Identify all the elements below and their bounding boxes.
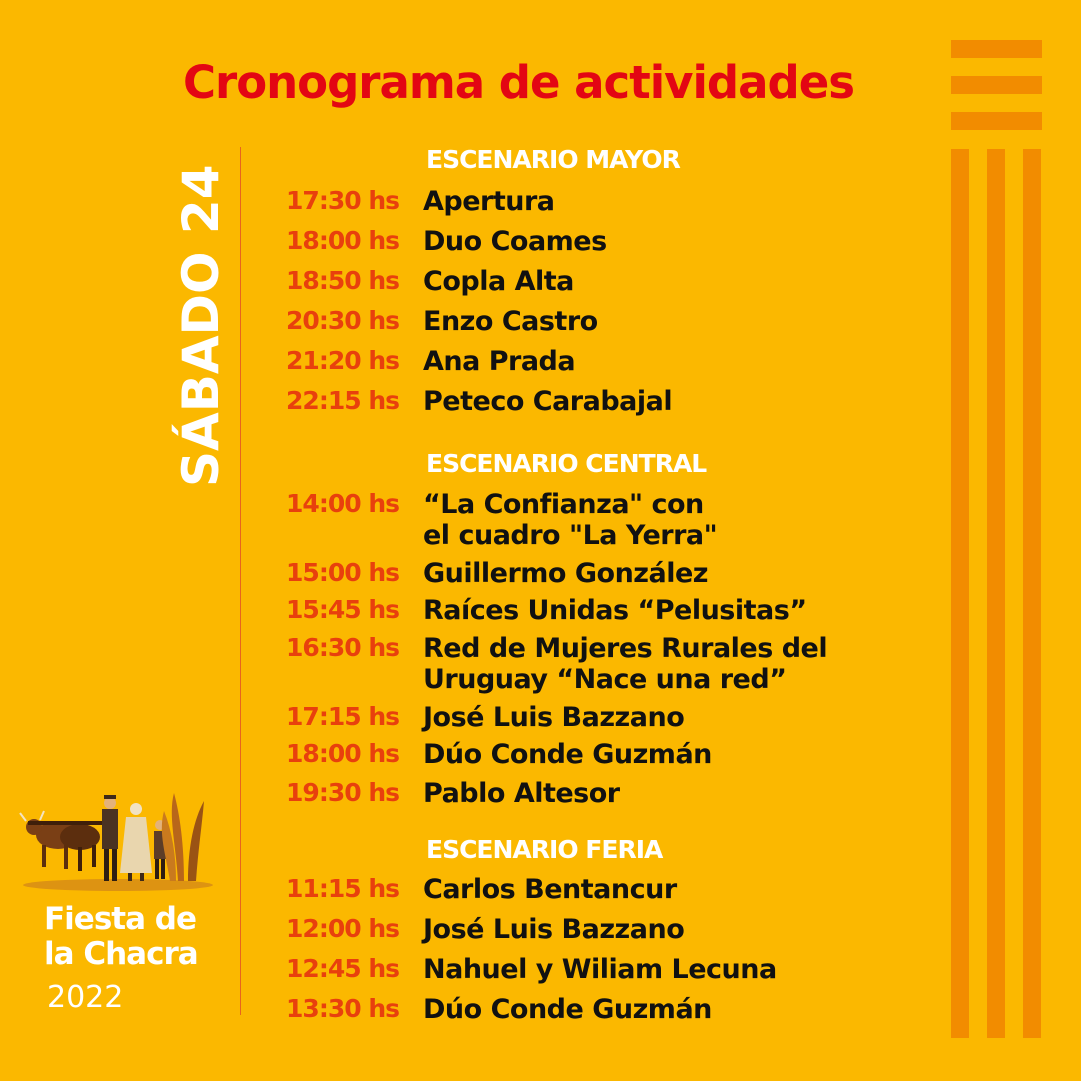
schedule-act: Guillermo González (423, 558, 709, 589)
schedule-act: Peteco Carabajal (423, 386, 673, 417)
schedule-act: José Luis Bazzano (423, 702, 685, 733)
schedule-time: 11:15 hs (286, 874, 399, 903)
schedule-time: 20:30 hs (286, 306, 399, 335)
schedule-time: 18:50 hs (286, 266, 399, 295)
schedule-time: 15:00 hs (286, 558, 399, 587)
schedule-time: 17:15 hs (286, 702, 399, 731)
deco-stripe-horizontal (951, 76, 1042, 94)
deco-stripe-vertical (1023, 149, 1041, 1038)
deco-stripe-horizontal (951, 112, 1042, 130)
stage-heading: ESCENARIO CENTRAL (426, 449, 707, 478)
schedule-time: 17:30 hs (286, 186, 399, 215)
schedule-act: Ana Prada (423, 346, 576, 377)
brand-year: 2022 (47, 980, 124, 1015)
schedule-act: José Luis Bazzano (423, 914, 685, 945)
farm-family-illustration (18, 785, 218, 895)
stage-heading: ESCENARIO FERIA (426, 835, 663, 864)
stage-heading: ESCENARIO MAYOR (426, 145, 680, 174)
schedule-time: 12:45 hs (286, 954, 399, 983)
schedule-time: 12:00 hs (286, 914, 399, 943)
schedule-act: Copla Alta (423, 266, 574, 297)
schedule-act: “La Confianza" con el cuadro "La Yerra" (423, 489, 718, 551)
brand-line-1: Fiesta de (44, 901, 197, 937)
schedule-time: 18:00 hs (286, 226, 399, 255)
schedule-act: Apertura (423, 186, 555, 217)
divider-line (240, 147, 241, 1015)
schedule-time: 15:45 hs (286, 595, 399, 624)
page-title: Cronograma de actividades (183, 56, 855, 109)
schedule-time: 13:30 hs (286, 994, 399, 1023)
schedule-time: 22:15 hs (286, 386, 399, 415)
schedule-act: Enzo Castro (423, 306, 598, 337)
day-label: SÁBADO 24 (172, 164, 230, 487)
schedule-time: 14:00 hs (286, 489, 399, 518)
schedule-act: Dúo Conde Guzmán (423, 739, 712, 770)
schedule-act: Nahuel y Wiliam Lecuna (423, 954, 777, 985)
schedule-act: Duo Coames (423, 226, 607, 257)
brand-line-2: la Chacra (44, 936, 198, 972)
deco-stripe-vertical (987, 149, 1005, 1038)
schedule-time: 16:30 hs (286, 633, 399, 662)
schedule-act: Dúo Conde Guzmán (423, 994, 712, 1025)
schedule-time: 18:00 hs (286, 739, 399, 768)
schedule-act: Red de Mujeres Rurales del Uruguay “Nace una red” (423, 633, 828, 695)
brand-logo-text (44, 902, 198, 972)
schedule-time: 21:20 hs (286, 346, 399, 375)
schedule-act: Raíces Unidas “Pelusitas” (423, 595, 807, 626)
deco-stripe-horizontal (951, 40, 1042, 58)
schedule-act: Carlos Bentancur (423, 874, 677, 905)
schedule-act: Pablo Altesor (423, 778, 620, 809)
deco-stripe-vertical (951, 149, 969, 1038)
schedule-time: 19:30 hs (286, 778, 399, 807)
